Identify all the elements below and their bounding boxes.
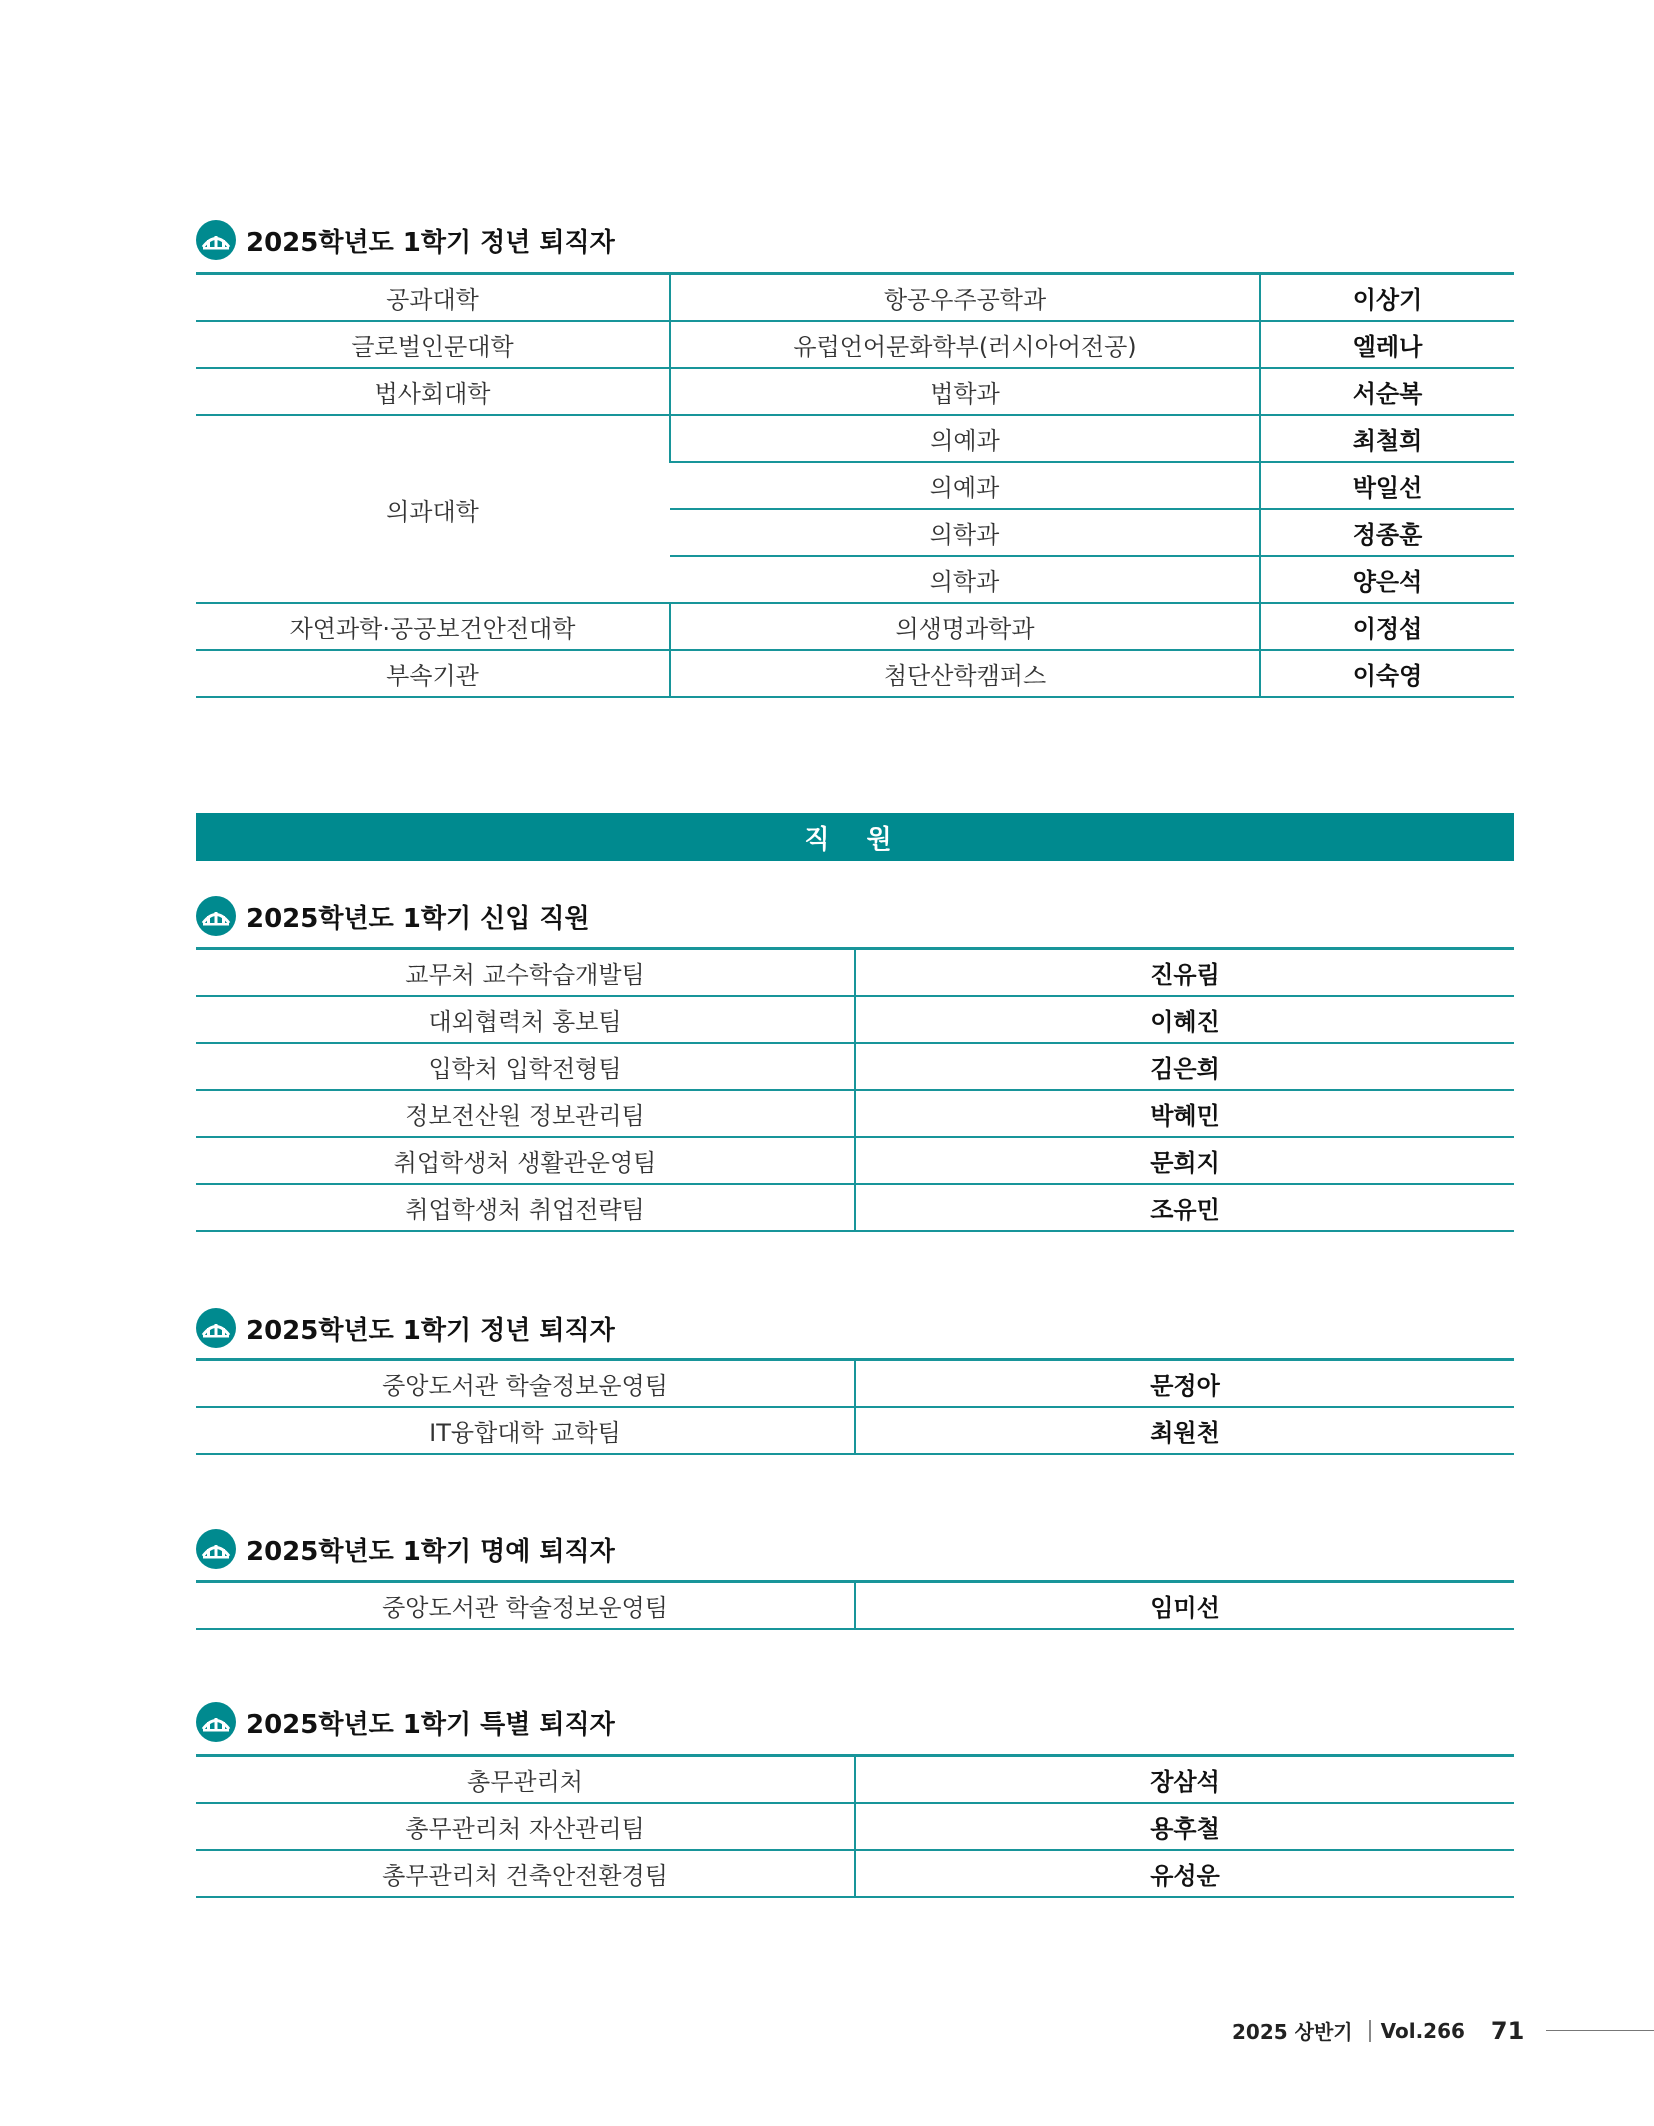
dept-cell: 의생명과학과 (670, 603, 1260, 650)
name-cell: 정종훈 (1260, 509, 1514, 556)
name-cell: 서순복 (1260, 368, 1514, 415)
name-cell: 박일선 (1260, 462, 1514, 509)
name-cell: 용후철 (855, 1803, 1514, 1850)
name-cell: 문정아 (855, 1360, 1514, 1408)
faculty-retire-table (196, 272, 1514, 698)
dept-cell: 취업학생처 취업전략팀 (196, 1184, 855, 1231)
footer-divider (1369, 2020, 1371, 2042)
name-cell: 유성운 (855, 1850, 1514, 1897)
table-row (196, 1803, 1514, 1850)
section-title: 2025학년도 1학기 정년 퇴직자 (246, 227, 615, 258)
college-cell: 글로벌인문대학 (196, 321, 670, 368)
name-cell: 최철희 (1260, 415, 1514, 462)
dept-cell: 입학처 입학전형팀 (196, 1043, 855, 1090)
college-cell: 의과대학 (196, 415, 670, 603)
table-row (196, 1090, 1514, 1137)
page-footer (1232, 2016, 1654, 2045)
university-logo-icon (196, 220, 236, 260)
section-title: 2025학년도 1학기 신입 직원 (246, 903, 590, 934)
section-title: 2025학년도 1학기 명예 퇴직자 (246, 1536, 615, 1567)
section-heading-faculty-retire (196, 218, 615, 262)
dept-cell: 총무관리처 (196, 1756, 855, 1804)
name-cell: 이정섭 (1260, 603, 1514, 650)
table-row (196, 1582, 1514, 1630)
page-number: 71 (1490, 2016, 1525, 2045)
staff-special-table (196, 1754, 1514, 1898)
table-row (196, 1184, 1514, 1231)
section-heading-staff-retire (196, 1306, 615, 1350)
footer-rule (1546, 2030, 1654, 2031)
section-title: 2025학년도 1학기 정년 퇴직자 (246, 1315, 615, 1346)
name-cell: 이숙영 (1260, 650, 1514, 697)
section-title: 2025학년도 1학기 특별 퇴직자 (246, 1709, 615, 1740)
college-cell: 부속기관 (196, 650, 670, 697)
table-row (196, 996, 1514, 1043)
table-row (196, 1137, 1514, 1184)
dept-cell: IT융합대학 교학팀 (196, 1407, 855, 1454)
table-row (196, 1360, 1514, 1408)
table-row (196, 1756, 1514, 1804)
table-row (196, 274, 1514, 322)
dept-cell: 정보전산원 정보관리팀 (196, 1090, 855, 1137)
dept-cell: 대외협력처 홍보팀 (196, 996, 855, 1043)
college-cell: 공과대학 (196, 274, 670, 322)
name-cell: 박혜민 (855, 1090, 1514, 1137)
name-cell: 문희지 (855, 1137, 1514, 1184)
college-cell: 법사회대학 (196, 368, 670, 415)
name-cell: 김은희 (855, 1043, 1514, 1090)
table-row (196, 415, 1514, 462)
name-cell: 엘레나 (1260, 321, 1514, 368)
staff-retire-table (196, 1358, 1514, 1455)
section-heading-staff-new (196, 894, 590, 938)
table-row (196, 603, 1514, 650)
table-row (196, 949, 1514, 997)
college-cell: 자연과학·공공보건안전대학 (196, 603, 670, 650)
name-cell: 장삼석 (855, 1756, 1514, 1804)
dept-cell: 첨단산학캠퍼스 (670, 650, 1260, 697)
dept-cell: 유럽언어문화학부(러시아어전공) (670, 321, 1260, 368)
issue-label: 2025 상반기 (1232, 2020, 1353, 2044)
table-row (196, 650, 1514, 697)
section-heading-staff-honorary (196, 1527, 615, 1571)
dept-cell: 항공우주공학과 (670, 274, 1260, 322)
name-cell: 진유림 (855, 949, 1514, 997)
table-row (196, 1043, 1514, 1090)
name-cell: 이혜진 (855, 996, 1514, 1043)
table-row (196, 1407, 1514, 1454)
dept-cell: 중앙도서관 학술정보운영팀 (196, 1582, 855, 1630)
dept-cell: 중앙도서관 학술정보운영팀 (196, 1360, 855, 1408)
table-row (196, 1850, 1514, 1897)
table-row (196, 321, 1514, 368)
dept-cell: 의학과 (670, 509, 1260, 556)
university-logo-icon (196, 1529, 236, 1569)
staff-banner: 직 원 (196, 813, 1514, 861)
dept-cell: 취업학생처 생활관운영팀 (196, 1137, 855, 1184)
university-logo-icon (196, 1308, 236, 1348)
table-row (196, 368, 1514, 415)
dept-cell: 의학과 (670, 556, 1260, 603)
dept-cell: 총무관리처 자산관리팀 (196, 1803, 855, 1850)
name-cell: 최원천 (855, 1407, 1514, 1454)
dept-cell: 총무관리처 건축안전환경팀 (196, 1850, 855, 1897)
name-cell: 이상기 (1260, 274, 1514, 322)
staff-honorary-table (196, 1580, 1514, 1630)
university-logo-icon (196, 896, 236, 936)
name-cell: 조유민 (855, 1184, 1514, 1231)
name-cell: 양은석 (1260, 556, 1514, 603)
section-heading-staff-special (196, 1700, 615, 1744)
dept-cell: 교무처 교수학습개발팀 (196, 949, 855, 997)
dept-cell: 의예과 (670, 415, 1260, 462)
dept-cell: 법학과 (670, 368, 1260, 415)
volume-label: Vol.266 (1380, 2018, 1465, 2043)
university-logo-icon (196, 1702, 236, 1742)
dept-cell: 의예과 (670, 462, 1260, 509)
name-cell: 임미선 (855, 1582, 1514, 1630)
staff-new-table (196, 947, 1514, 1232)
